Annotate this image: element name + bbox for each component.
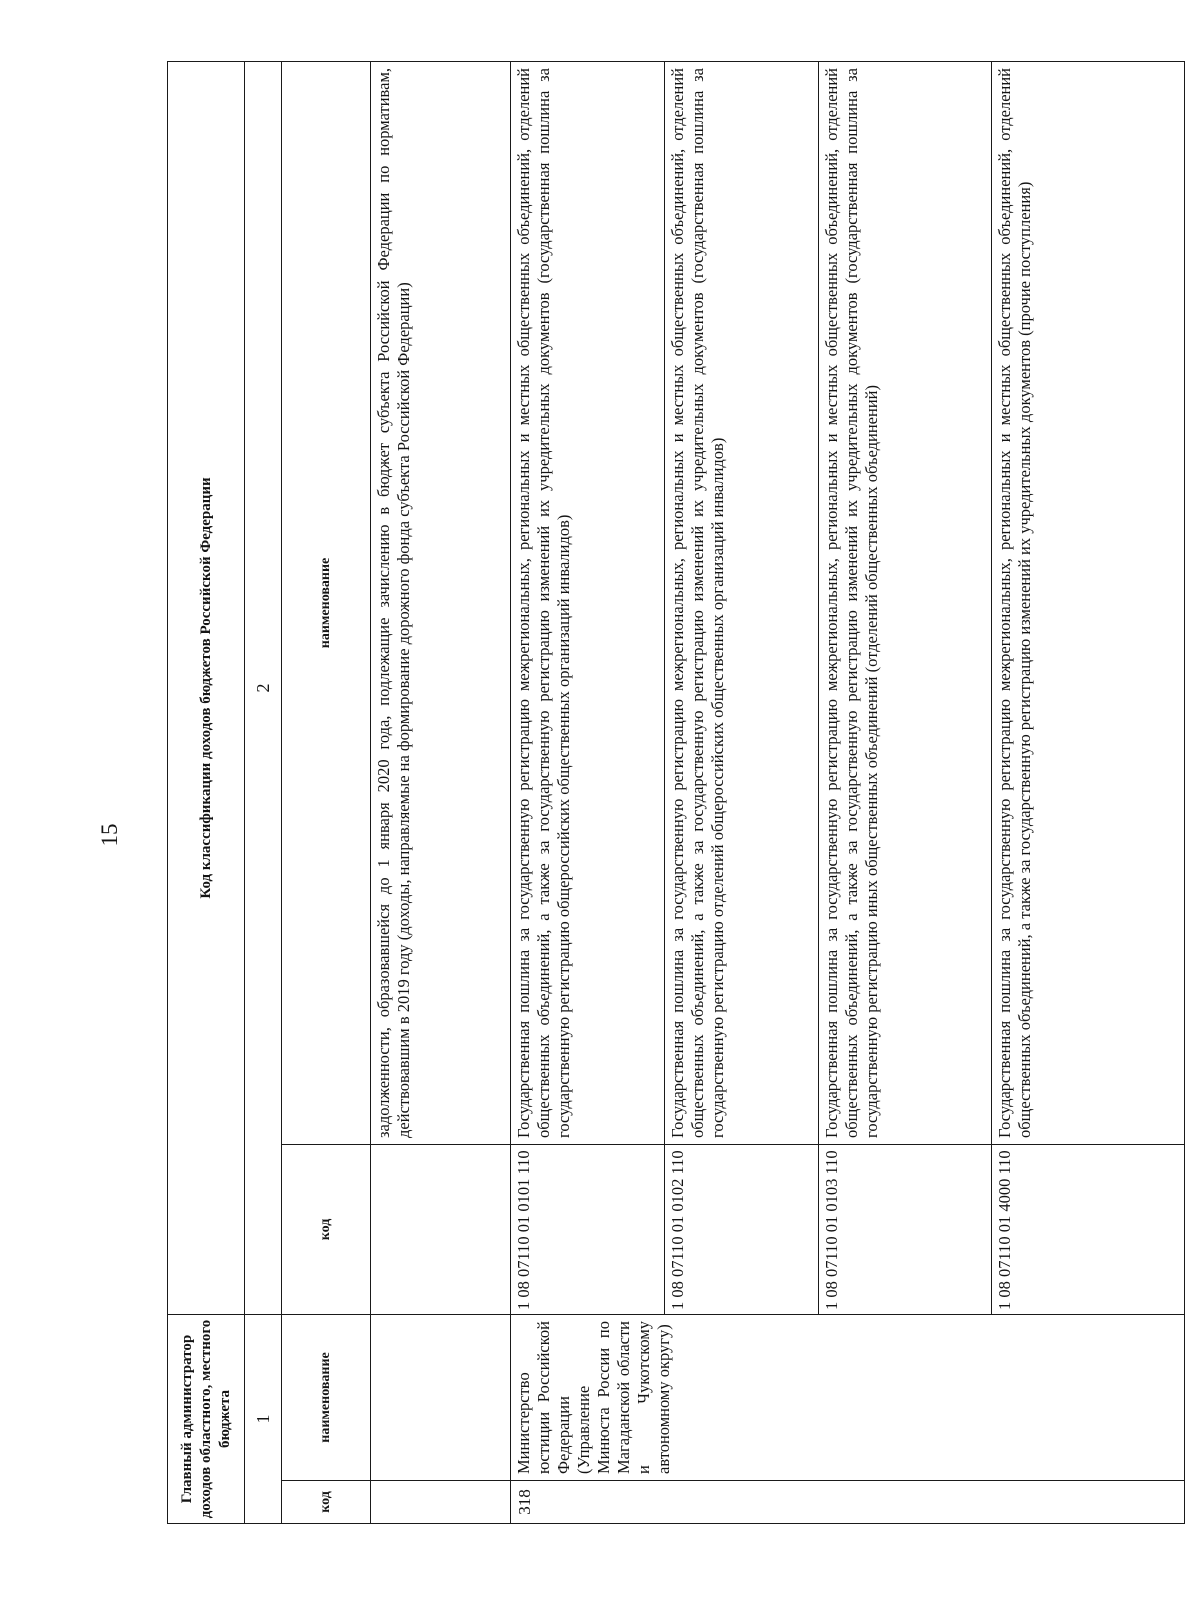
table-row [371, 61, 511, 1523]
kbk-code-cell [371, 1144, 511, 1314]
column-index-1: 1 [245, 1314, 282, 1523]
kbk-code-header: код [282, 1144, 371, 1314]
kbk-name-cell: Государственная пошлина за государственную регистрацию межрегиональных, региональных и местных общественных объединений, отделений общественных объединений, а также за государственную регистрацию изменений их учредительных документов (прочие поступления) [992, 61, 1185, 1144]
kbk-code-cell: 1 08 07110 01 0103 110 [819, 1144, 992, 1314]
kbk-name-cell: Государственная пошлина за государственную регистрацию межрегиональных, региональных и местных общественных объединений, отделений общественных объединений, а также за государственную регистрацию изменений их учредительных документов (государственная пошлина за государственную регистрацию отделений общероссийских общественных организаций инвалидов) [665, 61, 819, 1144]
table-row [992, 61, 1185, 1523]
kbk-code-cell: 1 08 07110 01 0102 110 [665, 1144, 819, 1314]
kbk-code-cell: 1 08 07110 01 4000 110 [992, 1144, 1185, 1314]
admin-name-cell [371, 1314, 511, 1480]
kbk-name-cell: Государственная пошлина за государственную регистрацию межрегиональных, региональных и местных общественных объединений, отделений общественных объединений, а также за государственную регистрацию изменений их учредительных документов (государственная пошлина за государственную регистрацию иных общественных объединений (отделений общественных объединений) [819, 61, 992, 1144]
admin-code-cell: 318 [511, 1481, 1185, 1524]
table-row [511, 61, 665, 1523]
page-number: 15 [97, 823, 122, 847]
kbk-name-cell: Государственная пошлина за государственную регистрацию межрегиональных, региональных и местных общественных объединений, отделений общественных объединений, а также за государственную регистрацию изменений их учредительных документов (государственная пошлина за государственную регистрацию общероссийских общественных организаций инвалидов) [511, 61, 665, 1144]
admin-group-header: Главный администратор доходов областного, местного бюджета [168, 1314, 245, 1523]
revenue-classification-table [167, 61, 1185, 1524]
admin-code-cell [371, 1481, 511, 1524]
table-row [819, 61, 992, 1523]
kbk-code-cell: 1 08 07110 01 0101 110 [511, 1144, 665, 1314]
column-index-2: 2 [245, 61, 282, 1314]
kbk-name-header: наименование [282, 61, 371, 1144]
table-row [665, 61, 819, 1523]
revenue-classification-table-sheet [167, 62, 1078, 1524]
classification-group-header: Код классификации доходов бюджетов Российской Федерации [168, 61, 245, 1314]
admin-code-header: код [282, 1481, 371, 1524]
admin-name-cell: Министерство юстиции Российской Федерации (Управление Минюста России по Магаданской области и Чукотскому автономному округу) [511, 1314, 1185, 1480]
admin-name-header: наименование [282, 1314, 371, 1480]
kbk-name-cell: задолженности, образовавшейся до 1 января 2020 года, подлежащие зачислению в бюджет субъекта Российской Федерации по нормативам, действовавшим в 2019 году (доходы, направляемые на формирование дорожного фонда субъекта Российской Федерации) [371, 61, 511, 1144]
